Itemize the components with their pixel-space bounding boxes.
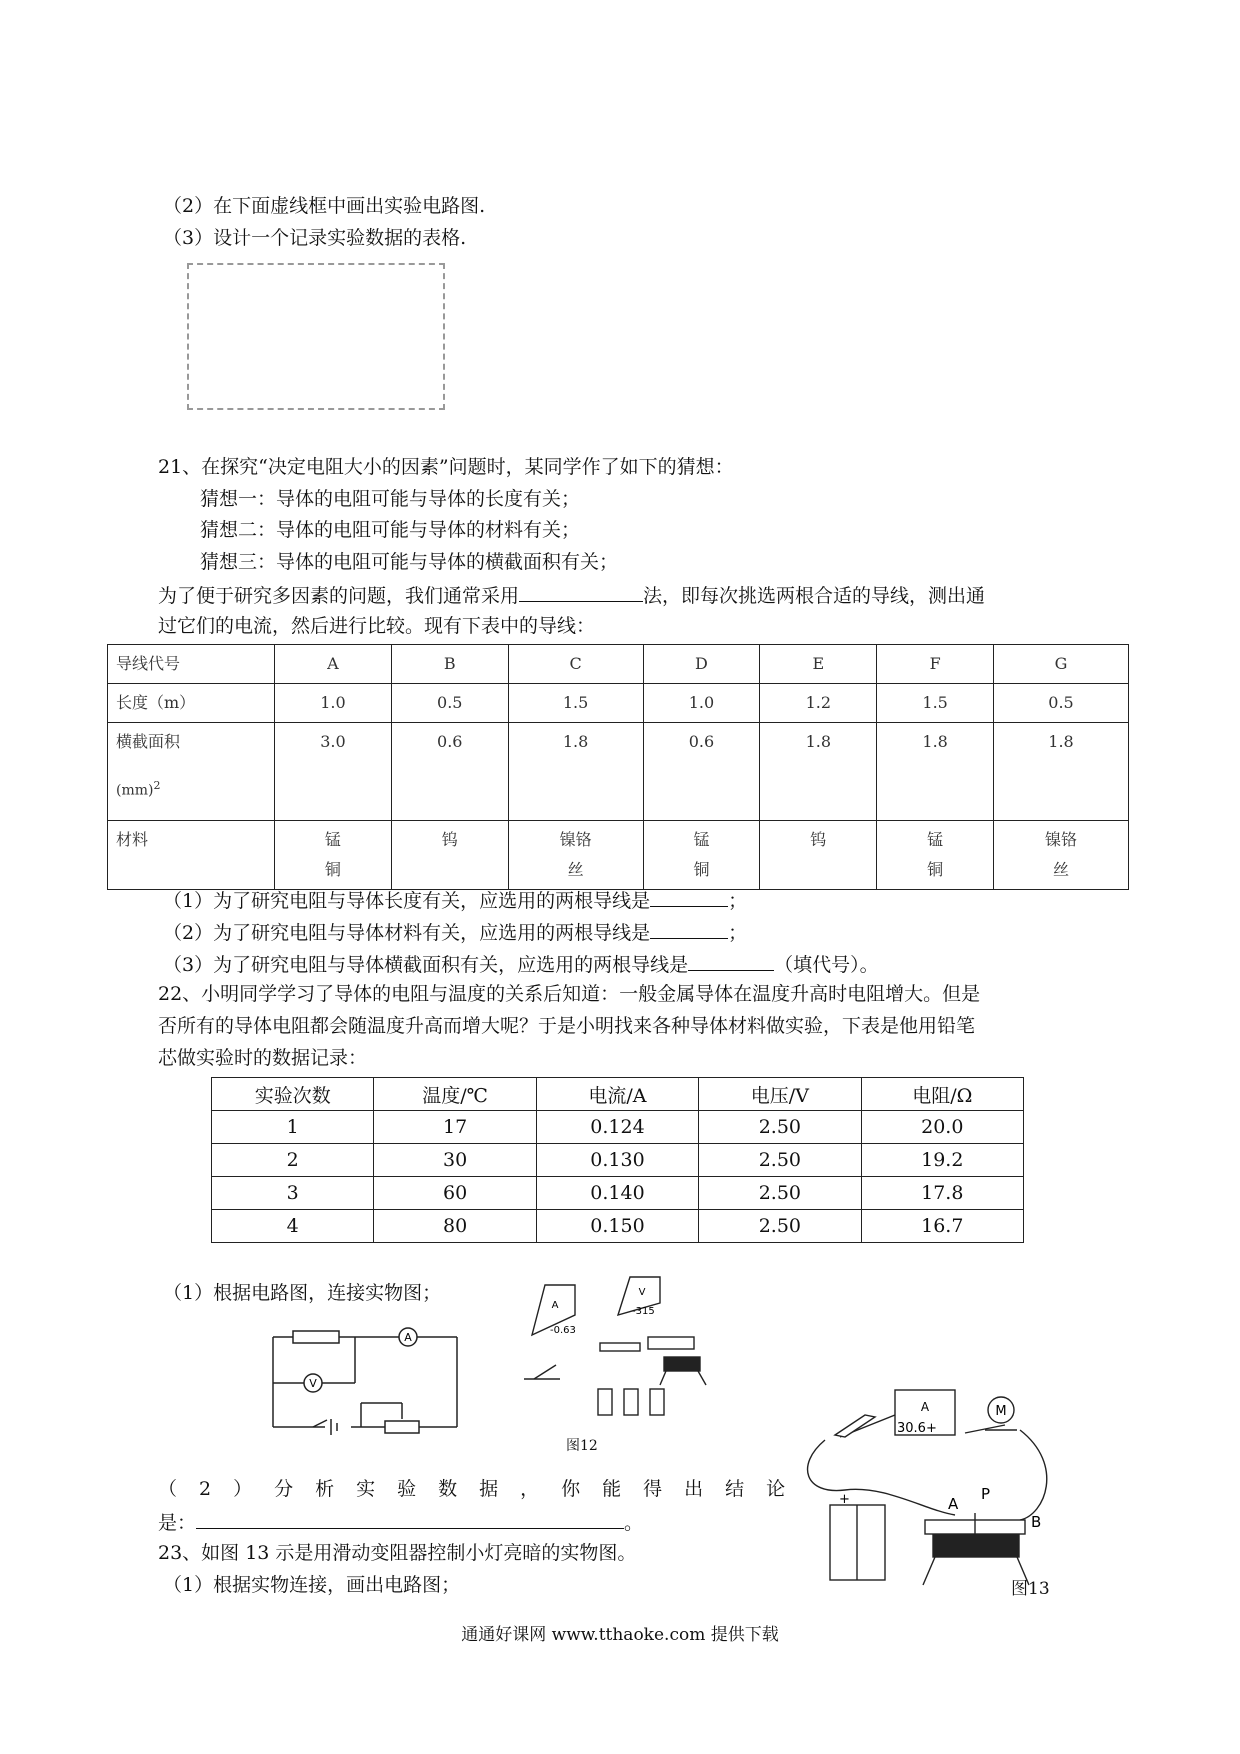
table-cell: 1.5 <box>508 684 643 723</box>
table-cell: A <box>275 645 392 684</box>
fig13-label-b: B <box>1031 1513 1042 1531</box>
q22-sub2-b-text: 是： <box>158 1512 197 1534</box>
table-cell-material <box>643 821 760 890</box>
table-cell: G <box>994 645 1129 684</box>
area-unit: (mm) <box>116 782 154 799</box>
table-cell: 1 <box>212 1111 374 1144</box>
q21-sub2-text: （2）为了研究电阻与导体材料有关，应选用的两根导线是 <box>163 922 651 944</box>
q21-method-blank[interactable] <box>519 581 643 602</box>
table-cell: 2.50 <box>699 1111 861 1144</box>
q21-guess2: 猜想二：导体的电阻可能与导体的材料有关； <box>200 519 581 541</box>
fig12-ammeter-scale: -0.63 <box>550 1325 576 1336</box>
circuit-schematic <box>265 1325 465 1435</box>
fig13-label-p: P <box>981 1485 991 1503</box>
schematic-ammeter-label: A <box>404 1331 412 1344</box>
table-cell: 0.6 <box>643 723 760 821</box>
table-cell: 1.8 <box>508 723 643 821</box>
table-cell: 60 <box>374 1177 536 1210</box>
table-row <box>108 821 1129 890</box>
area-exponent: 2 <box>153 779 161 792</box>
q22-sub2-b <box>158 1508 643 1536</box>
schematic-voltmeter-label: V <box>309 1377 317 1390</box>
q22-line2: 否所有的导体电阻都会随温度升高而增大呢？于是小明找来各种导体材料做实验，下表是他用铅笔 <box>158 1015 976 1037</box>
q21-method-line <box>158 581 985 609</box>
q21-method-c: 过它们的电流，然后进行比较。现有下表中的导线： <box>158 615 596 637</box>
q23-line1: 23、如图 13 示是用滑动变阻器控制小灯亮暗的实物图。 <box>158 1542 637 1564</box>
table-cell: 0.130 <box>536 1144 698 1177</box>
table-header: 电流/A <box>536 1078 698 1111</box>
table-cell: 16.7 <box>861 1210 1023 1243</box>
material-line2: 丝 <box>1053 860 1070 879</box>
fig13-caption: 图13 <box>1011 1579 1050 1599</box>
q20-item3: （3）设计一个记录实验数据的表格. <box>163 227 467 249</box>
table-cell: 1.0 <box>275 684 392 723</box>
table-cell: E <box>760 645 877 684</box>
table-cell: 0.5 <box>391 684 508 723</box>
table-cell: 4 <box>212 1210 374 1243</box>
fig13-label-a: A <box>948 1495 959 1513</box>
table-cell: 1.0 <box>643 684 760 723</box>
q21-sub2-end: ； <box>728 922 748 944</box>
table-cell: 2.50 <box>699 1144 861 1177</box>
table-cell-material <box>275 821 392 890</box>
table-cell: 材料 <box>108 821 275 890</box>
table-cell: 0.5 <box>994 684 1129 723</box>
q22-conclusion-blank[interactable] <box>196 1508 624 1529</box>
table-header: 电压/V <box>699 1078 861 1111</box>
table-row <box>212 1177 1024 1210</box>
material-line2: 铜 <box>693 860 710 879</box>
q21-guess1: 猜想一：导体的电阻可能与导体的长度有关； <box>200 488 581 510</box>
table-cell: 2.50 <box>699 1210 861 1243</box>
q21-sub1-text: （1）为了研究电阻与导体长度有关，应选用的两根导线是 <box>163 890 651 912</box>
table-cell-area-label <box>108 723 275 821</box>
table-cell: 0.6 <box>391 723 508 821</box>
q21-sub3-blank[interactable] <box>688 950 774 971</box>
q21-sub2-blank[interactable] <box>650 918 728 939</box>
fig12-ammeter-label: A <box>551 1300 559 1311</box>
material-line1: 镍铬 <box>559 830 592 849</box>
material-line2: 丝 <box>567 860 584 879</box>
q21-method-b: 法，即每次挑选两根合适的导线，测出通 <box>643 585 986 607</box>
table-cell: 20.0 <box>861 1111 1023 1144</box>
table-cell: 3.0 <box>275 723 392 821</box>
q21-sub1-blank[interactable] <box>650 886 728 907</box>
table-cell: 1.8 <box>877 723 994 821</box>
table-header: 实验次数 <box>212 1078 374 1111</box>
table-header-row <box>212 1078 1024 1111</box>
table-cell: 0.150 <box>536 1210 698 1243</box>
q21-sub3-end: （填代号）。 <box>774 954 879 976</box>
table-cell: F <box>877 645 994 684</box>
material-line2: 铜 <box>927 860 944 879</box>
table-cell: 0.140 <box>536 1177 698 1210</box>
table-cell: 30 <box>374 1144 536 1177</box>
table-header: 温度/℃ <box>374 1078 536 1111</box>
table-cell-material <box>877 821 994 890</box>
table-cell: 1.5 <box>877 684 994 723</box>
fig12-voltmeter-label: V <box>638 1287 646 1298</box>
table-row <box>212 1111 1024 1144</box>
material-line1: 锰 <box>927 830 944 849</box>
table-cell: B <box>391 645 508 684</box>
table-cell: D <box>643 645 760 684</box>
fig13-ammeter-label: A <box>920 1400 930 1414</box>
q22-sub2-a: （2）分析实验数据，你能得出结论 <box>158 1478 808 1500</box>
fig13-motor-label: M <box>995 1404 1007 1419</box>
table-row <box>108 645 1129 684</box>
page-footer: 通通好课网 www.tthaoke.com 提供下载 <box>461 1625 779 1645</box>
table-row <box>108 723 1129 821</box>
fig12-caption: 图12 <box>566 1438 598 1454</box>
material-line1: 钨 <box>441 830 458 849</box>
table-row <box>108 684 1129 723</box>
table-row <box>212 1210 1024 1243</box>
q22-line3: 芯做实验时的数据记录： <box>158 1047 368 1069</box>
area-unit-line <box>116 771 266 806</box>
fig13-plus: + <box>839 1492 850 1507</box>
temperature-table <box>211 1077 1024 1243</box>
table-cell: 长度（m） <box>108 684 275 723</box>
figure-13 <box>805 1385 1055 1595</box>
material-line1: 锰 <box>324 830 341 849</box>
q21-method-a: 为了便于研究多因素的问题，我们通常采用 <box>158 585 520 607</box>
q22-sub1: （1）根据电路图，连接实物图； <box>163 1282 442 1304</box>
table-cell-material <box>994 821 1129 890</box>
q21-sub1 <box>163 886 747 914</box>
dashed-answer-box <box>187 263 445 410</box>
table-cell: 导线代号 <box>108 645 275 684</box>
table-cell: 2 <box>212 1144 374 1177</box>
table-cell: 19.2 <box>861 1144 1023 1177</box>
q21-intro: 21、在探究“决定电阻大小的因素”问题时，某同学作了如下的猜想： <box>158 456 734 478</box>
q21-sub1-end: ； <box>728 890 748 912</box>
table-cell: 1.8 <box>760 723 877 821</box>
table-cell-material <box>760 821 877 890</box>
material-line1: 锰 <box>693 830 710 849</box>
table-cell: 17 <box>374 1111 536 1144</box>
table-cell-material <box>391 821 508 890</box>
q21-sub2 <box>163 918 747 946</box>
q21-sub3 <box>163 950 879 978</box>
wire-table <box>107 644 1129 890</box>
fig13-meter-scale: 30.6+ <box>897 1421 937 1436</box>
table-cell: C <box>508 645 643 684</box>
table-cell: 1.2 <box>760 684 877 723</box>
table-cell: 80 <box>374 1210 536 1243</box>
table-row <box>212 1144 1024 1177</box>
table-cell: 0.124 <box>536 1111 698 1144</box>
table-header: 电阻/Ω <box>861 1078 1023 1111</box>
physical-components-figure <box>520 1275 755 1425</box>
table-cell: 17.8 <box>861 1177 1023 1210</box>
material-line2: 铜 <box>324 860 341 879</box>
fig12-voltmeter-scale: -315 <box>632 1306 655 1317</box>
material-line1: 镍铬 <box>1045 830 1078 849</box>
table-cell: 2.50 <box>699 1177 861 1210</box>
q20-item2: （2）在下面虚线框中画出实验电路图. <box>163 195 486 217</box>
area-label: 横截面积 <box>116 732 181 751</box>
q22-sub2-end: 。 <box>624 1512 644 1534</box>
q21-sub3-text: （3）为了研究电阻与导体横截面积有关，应选用的两根导线是 <box>163 954 689 976</box>
q23-sub1: （1）根据实物连接，画出电路图； <box>163 1574 461 1596</box>
table-cell: 1.8 <box>994 723 1129 821</box>
table-cell-material <box>508 821 643 890</box>
table-cell: 3 <box>212 1177 374 1210</box>
material-line1: 钨 <box>810 830 827 849</box>
q22-line1: 22、小明同学学习了导体的电阻与温度的关系后知道：一般金属导体在温度升高时电阻增大。但是 <box>158 983 981 1005</box>
q21-guess3: 猜想三：导体的电阻可能与导体的横截面积有关； <box>200 551 619 573</box>
